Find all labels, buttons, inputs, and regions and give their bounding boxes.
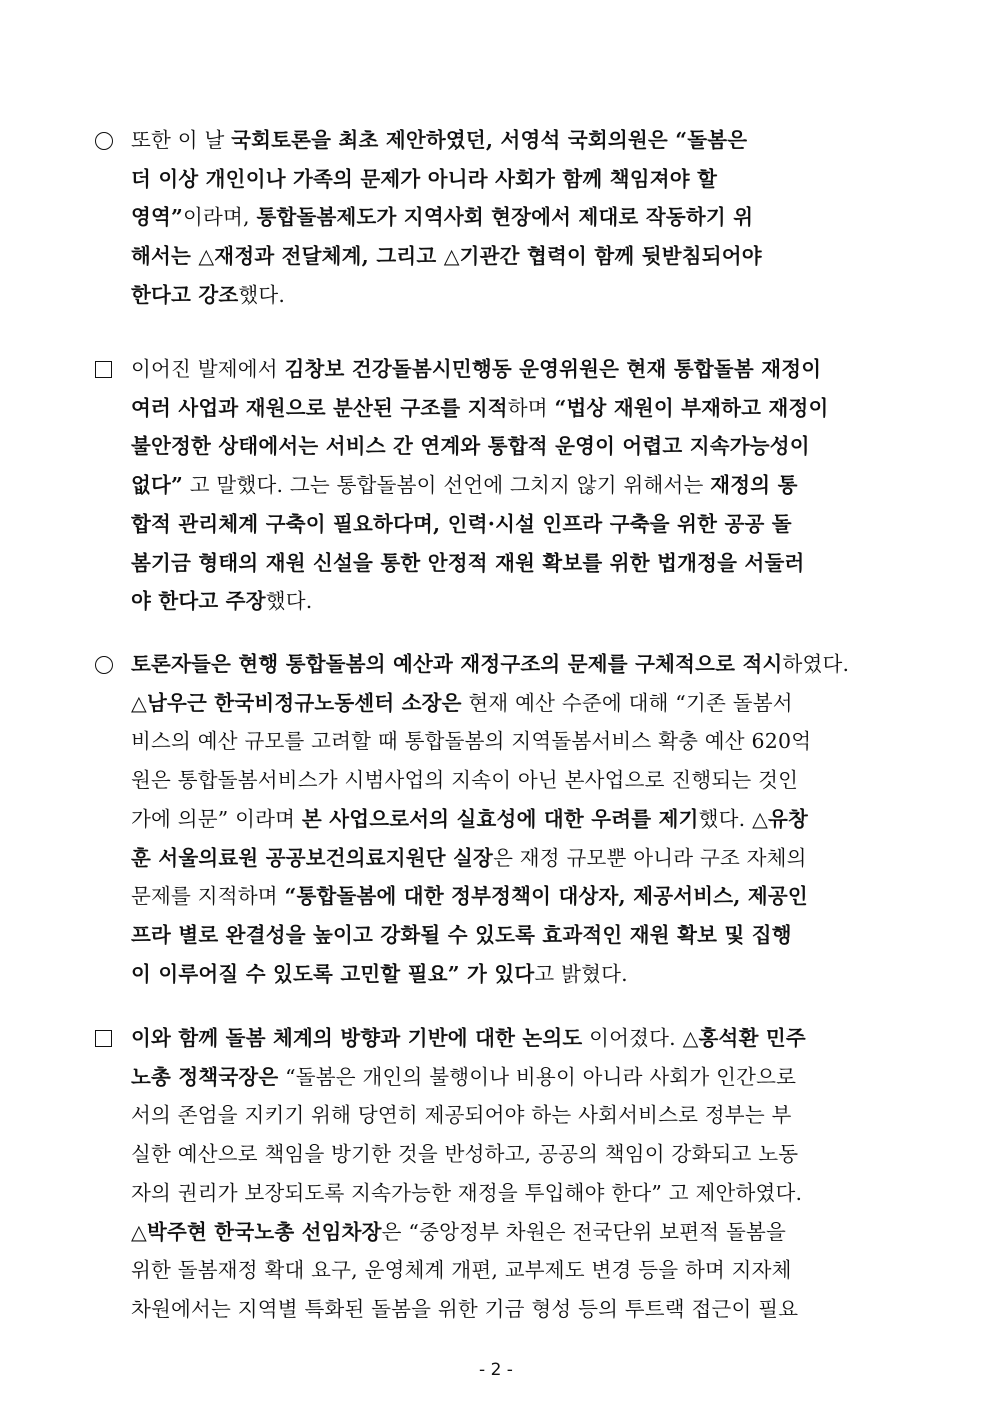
bold-text: 야 한다고 주장 (131, 589, 266, 614)
text: 고 말했다. 그는 통합돌봄이 선언에 그치지 않기 위해서는 (183, 473, 711, 498)
text-line (131, 807, 808, 831)
text: 위한 돌봄재정 확대 요구, 운영체계 개편, 교부제도 변경 등을 하며 지자체 (131, 1258, 792, 1283)
text: 원은 통합돌봄서비스가 시범사업의 지속이 아닌 본사업으로 진행되는 것인 (131, 768, 799, 793)
bold-text: 해서는 △재정과 전달체계, 그리고 △기관간 협력이 함께 뒷받침되어야 (131, 244, 762, 269)
bold-text: 한다고 강조 (131, 282, 239, 307)
text-line (131, 244, 762, 268)
circle-bullet-icon (95, 652, 131, 676)
text-line (131, 1297, 798, 1321)
text-line (131, 1181, 802, 1205)
text: “돌봄은 개인의 불행이나 비용이 아니라 사회가 인간으로 (278, 1064, 797, 1089)
text-line (131, 729, 811, 753)
text-line (131, 396, 829, 420)
page-number: - 2 - (479, 1360, 513, 1380)
square-bullet-icon (95, 1026, 131, 1050)
text-line (95, 357, 821, 381)
bold-text: △유창 (752, 806, 809, 831)
text-line (131, 589, 312, 613)
text-line (131, 1220, 786, 1244)
bold-text: 없다” (131, 473, 183, 498)
text-line (131, 434, 810, 458)
text-line (131, 768, 798, 792)
text-line (131, 1103, 792, 1127)
text: 이어졌다. (582, 1026, 683, 1050)
text-line (131, 167, 717, 191)
circle-bullet-icon (95, 128, 131, 152)
text: 이라며, (183, 205, 257, 230)
text: 비스의 예산 규모를 고려할 때 통합돌봄의 지역돌봄서비스 확충 예산 620억 (131, 729, 812, 754)
bold-text: 김창보 건강돌봄시민행동 운영위원은 현재 통합돌봄 재정이 (284, 357, 822, 381)
bold-text: “법상 재원이 부재하고 재정이 (554, 395, 829, 420)
text-line (131, 1142, 798, 1166)
bold-text: 영역” (131, 205, 183, 230)
bold-text: 불안정한 상태에서는 서비스 간 연계와 통합적 운영이 어렵고 지속가능성이 (131, 434, 810, 459)
text: 이어진 발제에서 (131, 357, 285, 381)
text-line (131, 1065, 796, 1089)
bold-text: 본 사업으로서의 실효성에 대한 우려를 제기 (301, 806, 699, 831)
text: 했다. (265, 589, 313, 614)
text: 했다. (238, 282, 286, 307)
bold-text: 합적 관리체계 구축이 필요하다며, 인력·시설 인프라 구축을 위한 공공 돌 (131, 511, 792, 536)
text: 했다. (698, 806, 753, 831)
text: 은 재정 규모뿐 아니라 구조 자체의 (493, 845, 807, 870)
text: 은 “중앙정부 차원은 전국단위 보편적 돌봄을 (381, 1219, 786, 1244)
bold-text: 훈 서울의료원 공공보건의료지원단 실장 (131, 845, 494, 870)
text: 가에 의문” 이라며 (131, 806, 302, 831)
bold-text: 더 이상 개인이나 가족의 문제가 아니라 사회가 함께 책임져야 할 (131, 166, 718, 191)
text: 서의 존엄을 지키기 위해 당연히 제공되어야 하는 사회서비스로 정부는 부 (131, 1103, 792, 1128)
bold-text: △남우근 한국비정규노동센터 소장은 (131, 690, 462, 715)
bold-text: 통합돌봄제도가 지역사회 현장에서 제대로 작동하기 위 (256, 205, 754, 230)
text: 현재 예산 수준에 대해 “기존 돌봄서 (461, 690, 793, 715)
text-line (131, 551, 804, 575)
bold-text: “통합돌봄에 대한 정부정책이 대상자, 제공서비스, 제공인 (284, 884, 808, 909)
bold-text: 프라 별로 완결성을 높이고 강화될 수 있도록 효과적인 재원 확보 및 집행 (131, 922, 792, 947)
bold-text: 이 이루어질 수 있도록 고민할 필요” 가 있다 (131, 961, 535, 986)
text: 하였다. (782, 652, 850, 676)
text-line (131, 846, 807, 870)
text: 또한 이 날 (131, 128, 232, 152)
square-bullet-icon (95, 357, 131, 381)
text-line (95, 1026, 806, 1050)
bold-text: 재정의 통 (710, 473, 798, 498)
text-line (95, 652, 849, 676)
text: 하며 (507, 395, 555, 420)
bold-text: 이와 함께 돌봄 체계의 방향과 기반에 대한 논의도 (131, 1026, 583, 1050)
bold-text: 노총 정책국장은 (131, 1064, 279, 1089)
text-line (95, 128, 747, 152)
text-line (131, 691, 793, 715)
text-line (131, 884, 808, 908)
text-line (131, 962, 628, 986)
text-line (131, 1258, 792, 1282)
bold-text: 토론자들은 현행 통합돌봄의 예산과 재정구조의 문제를 구체적으로 적시 (131, 652, 783, 676)
text: 차원에서는 지역별 특화된 돌봄을 위한 기금 형성 등의 투트랙 접근이 필요 (131, 1296, 799, 1321)
text-line (131, 512, 792, 536)
text: 고 밝혔다. (534, 961, 628, 986)
text-line (131, 205, 753, 229)
bold-text: △홍석환 민주 (682, 1026, 806, 1050)
bold-text: 여러 사업과 재원으로 분산된 구조를 지적 (131, 395, 508, 420)
text: 실한 예산으로 책임을 방기한 것을 반성하고, 공공의 책임이 강화되고 노동 (131, 1142, 799, 1167)
text-line (131, 473, 798, 497)
bold-text: 봄기금 형태의 재원 신설을 통한 안정적 재원 확보를 위한 법개정을 서둘러 (131, 550, 805, 575)
text-line (131, 283, 285, 307)
bold-text: 국회토론을 최초 제안하였던, 서영석 국회의원은 “돌봄은 (231, 128, 748, 152)
text: 문제를 지적하며 (131, 884, 285, 909)
text: 자의 권리가 보장되도록 지속가능한 재정을 투입해야 한다” 고 제안하였다. (131, 1180, 803, 1205)
bold-text: △박주현 한국노총 선임차장 (131, 1219, 382, 1244)
text-line (131, 923, 792, 947)
